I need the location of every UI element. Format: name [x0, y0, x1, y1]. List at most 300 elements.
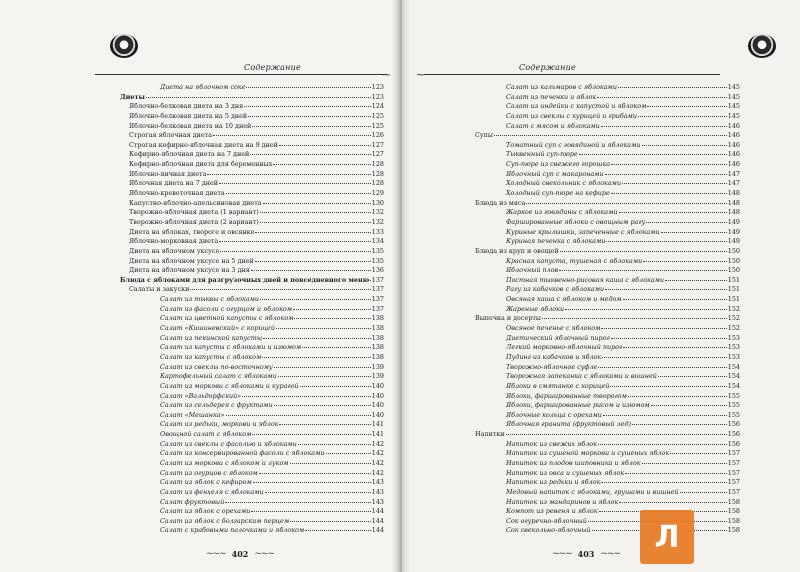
toc-entry-page: 155	[727, 401, 740, 410]
toc-entry-page: 132	[371, 217, 384, 226]
ornament-icon: ~~~	[600, 549, 620, 559]
page-number: 403	[577, 549, 595, 559]
toc-entry-page: 155	[727, 391, 740, 400]
dot-leader	[290, 457, 371, 464]
dot-leader	[276, 322, 371, 329]
toc-entry-title: Кефирно-яблочная диета для беременных	[129, 160, 273, 169]
toc-entry-page: 143	[371, 478, 384, 487]
toc-entry-title: Салат из яблок с орехами	[160, 507, 251, 516]
dot-leader	[601, 476, 726, 483]
dot-leader	[273, 158, 370, 165]
toc-entry-page: 138	[371, 352, 384, 361]
dot-leader	[293, 303, 371, 310]
toc-entry	[120, 525, 384, 535]
toc-entry-title: Салат из капусты с яблоком	[160, 352, 262, 361]
dot-leader	[642, 139, 727, 146]
toc-entry-title: Салат с мясом и яблоками	[506, 121, 600, 130]
toc-entry-page: 157	[727, 458, 740, 467]
toc-entry-title: Салат из редьки, моркови и яблок	[160, 420, 279, 429]
dot-leader	[259, 467, 371, 474]
toc-entry-page: 158	[727, 497, 740, 506]
toc-entry-page: 130	[371, 198, 384, 207]
toc-entry-title: Яблоки, фаршированные рисом и изюмом	[506, 401, 650, 410]
dot-leader	[244, 100, 371, 107]
toc-entry-page: 139	[371, 372, 384, 381]
dot-leader	[255, 255, 371, 262]
right-page	[402, 0, 800, 572]
toc-entry-page: 150	[727, 246, 740, 255]
flourish-icon: ~	[382, 68, 392, 81]
toc-entry-title: Яблоки в смятанке с корицей	[506, 381, 610, 390]
toc-entry-title: Капустно-яблочно-апельсиновая диета	[129, 198, 262, 207]
toc-entry-page: 141	[371, 430, 384, 439]
dot-leader	[605, 283, 727, 290]
toc-entry-page: 143	[371, 487, 384, 496]
toc-entry-title: Красная капуста, тушеная с яблоками	[506, 256, 643, 265]
dot-leader	[610, 380, 726, 387]
toc-entry-title: Салат из моркови с яблоками и курагой	[160, 381, 299, 390]
dot-leader	[262, 351, 371, 358]
toc-entry-title: Выпечка и десерты	[475, 314, 541, 323]
toc-entry-page: 156	[727, 439, 740, 448]
toc-entry-page: 156	[727, 420, 740, 429]
page-header-title: Содержание	[244, 63, 301, 72]
toc-entry-page: 137	[371, 285, 384, 294]
toc-entry	[120, 265, 384, 275]
header-rule	[95, 74, 387, 75]
toc-entry-title: Рагу из кабачков с яблоками	[506, 285, 605, 294]
toc-entry-title: Салат из консервированной фасоли с яблоками	[160, 449, 325, 458]
dot-leader	[370, 274, 371, 281]
toc-entry-title: Салат из яблок с кефиром	[160, 478, 252, 487]
toc-entry-page: 151	[727, 285, 740, 294]
toc-entry-page: 135	[371, 256, 384, 265]
dot-leader	[263, 332, 371, 339]
toc-entry-page: 132	[371, 208, 384, 217]
dot-leader	[542, 312, 727, 319]
dot-leader	[601, 120, 727, 127]
chapter-badge-icon	[110, 34, 138, 58]
toc-entry-title: Диеты	[120, 92, 145, 101]
dot-leader	[294, 312, 370, 319]
toc-entry-title: Диета на яблочном уксусе на 5 дней	[129, 256, 254, 265]
toc-list-left	[120, 82, 384, 535]
page-number: 402	[231, 549, 249, 559]
toc-entry-title: Яблочные кольца с орехами	[506, 410, 602, 419]
toc-entry-title: Салат из пекинской капусты	[160, 333, 263, 342]
toc-entry-title: Творожно-яблочная диета (2 вариант)	[129, 217, 259, 226]
toc-entry-page: 157	[727, 487, 740, 496]
toc-entry-title: Салат из кальмаров с яблоками	[506, 83, 617, 91]
dot-leader	[625, 467, 727, 474]
toc-entry-page: 150	[727, 266, 740, 275]
toc-entry-title: Творожно-яблочная диета (1 вариант)	[129, 208, 259, 217]
toc-entry-title: Сок огуречно-яблочный	[506, 516, 587, 525]
dot-leader	[494, 129, 727, 136]
toc-entry-page: 144	[371, 507, 384, 516]
toc-entry-page: 127	[371, 150, 384, 159]
toc-entry-title: Напиток из овса и сушеных яблок	[506, 468, 625, 477]
toc-entry-title: Напиток из мандаринов и яблок	[506, 497, 619, 506]
toc-entry-title: Диета на яблочном уксусе на 3 дня	[129, 266, 250, 275]
toc-entry-page: 123	[371, 92, 384, 101]
dot-leader	[190, 283, 370, 290]
toc-entry-title: Холодный суп-пюре на кефире	[506, 189, 610, 198]
toc-entry-title: Салаты и закуски	[129, 285, 190, 294]
toc-entry-title: Суп-пюре из свежего горошка	[506, 160, 611, 169]
toc-entry-title: Салат «Мешанка»	[160, 410, 225, 419]
toc-entry-page: 149	[727, 227, 740, 236]
toc-entry-page: 143	[371, 497, 384, 506]
toc-entry-page: 153	[727, 343, 740, 352]
toc-entry-title: Диетический яблочный пирог	[506, 333, 610, 342]
toc-entry-page: 152	[727, 314, 740, 323]
toc-entry-page: 154	[727, 362, 740, 371]
dot-leader	[658, 370, 727, 377]
toc-entry-title: Сок свекольно-яблочный	[506, 526, 591, 535]
dot-leader	[274, 361, 371, 368]
toc-entry-title: Яблочная диета на 7 дней	[129, 179, 219, 188]
left-page	[0, 0, 398, 572]
dot-leader	[219, 177, 371, 184]
toc-entry-page: 154	[727, 381, 740, 390]
toc-entry-page: 158	[727, 526, 740, 535]
page-header-title: Содержание	[519, 63, 576, 72]
toc-entry-title: Напиток из сушеной моркови и сушеных яблок	[506, 449, 670, 458]
toc-entry-title: Салат из сельдерея с фруктами	[160, 401, 273, 410]
dot-leader	[606, 235, 726, 242]
toc-entry-page: 140	[371, 381, 384, 390]
toc-entry-title: Диета на яблочном уксусе	[129, 246, 220, 255]
toc-list-right	[466, 82, 740, 535]
toc-entry-page: 140	[371, 410, 384, 419]
dot-leader	[251, 264, 371, 271]
toc-entry	[466, 525, 740, 535]
book-spine-gutter	[392, 0, 410, 572]
toc-entry-title: Овощной салат с яблоком	[160, 430, 252, 439]
toc-entry-page: 142	[371, 458, 384, 467]
toc-entry-page: 156	[727, 430, 740, 439]
toc-entry-title: Напиток из свежих яблок	[506, 439, 597, 448]
toc-entry-title: Томатный суп с говядиной и яблоками	[506, 140, 641, 149]
toc-entry-title: Салат из свеклы с фасолью и яблоками	[160, 439, 297, 448]
toc-entry-title: Напитки	[475, 430, 505, 439]
dot-leader	[622, 177, 727, 184]
toc-entry-page: 157	[727, 449, 740, 458]
dot-leader	[278, 370, 371, 377]
dot-leader	[506, 428, 727, 435]
dot-leader	[597, 91, 727, 98]
toc-entry-page: 155	[727, 410, 740, 419]
dot-leader	[623, 341, 727, 348]
toc-entry-page: 151	[727, 275, 740, 284]
toc-entry-title: Тыквенный суп-пюре	[506, 150, 578, 159]
toc-entry-title: Жареные яблоки	[506, 304, 565, 313]
dot-leader	[250, 148, 371, 155]
page-footer	[200, 548, 280, 560]
dot-leader	[260, 216, 371, 223]
toc-entry-title: Строгая яблочная диета	[129, 131, 213, 140]
toc-entry-title: Пудинг из кабачков и яблок	[506, 352, 602, 361]
dot-leader	[225, 496, 371, 503]
toc-entry-page: 146	[727, 150, 740, 159]
toc-entry-page: 136	[371, 266, 384, 275]
toc-entry-title: Напиток из плодов шиповника и яблок	[506, 458, 641, 467]
dot-leader	[632, 418, 727, 425]
toc-entry-title: Яблочный суп с макаронами	[506, 169, 604, 178]
toc-entry-page: 144	[371, 516, 384, 525]
toc-entry-page: 146	[727, 160, 740, 169]
toc-entry-page: 158	[727, 516, 740, 525]
toc-entry-page: 152	[727, 304, 740, 313]
dot-leader	[618, 81, 727, 88]
toc-entry-page: 158	[727, 507, 740, 516]
toc-entry-title: Фаршированные яблоки с овощным рагу	[506, 217, 646, 226]
dot-leader	[661, 226, 727, 233]
toc-entry-page: 149	[727, 217, 740, 226]
toc-entry-page: 140	[371, 401, 384, 410]
toc-entry-page: 147	[727, 169, 740, 178]
watermark-logo	[640, 510, 694, 564]
toc-entry-title: Диета на яблочном соке	[160, 83, 246, 91]
toc-entry-page: 137	[371, 295, 384, 304]
toc-entry-title: Салат из моркови с яблоком и луком	[160, 458, 289, 467]
dot-leader	[642, 457, 727, 464]
toc-entry-title: Супы	[475, 131, 493, 140]
toc-entry-title: Салат из фенхеля с яблоками	[160, 487, 264, 496]
dot-leader	[638, 110, 727, 117]
toc-entry-page: 145	[727, 83, 740, 91]
toc-entry-page: 153	[727, 352, 740, 361]
toc-entry-page: 134	[371, 237, 384, 246]
dot-leader	[251, 505, 370, 512]
toc-entry-title: Салат из цветной капусты с яблоком	[160, 314, 294, 323]
dot-leader	[601, 322, 726, 329]
toc-entry-title: Салат из свеклы с курицей и грибами	[506, 111, 637, 120]
dot-leader	[326, 447, 371, 454]
toc-entry-title: Блюда из мяса	[475, 198, 526, 207]
toc-entry-title: Салат из свеклы по-восточному	[160, 362, 273, 371]
toc-entry-page: 125	[371, 111, 384, 120]
dot-leader	[651, 399, 727, 406]
dot-leader	[602, 351, 727, 358]
toc-entry-title: Яблочная гранита (фруктовый лед)	[506, 420, 632, 429]
dot-leader	[619, 496, 727, 503]
dot-leader	[670, 447, 727, 454]
dot-leader	[565, 303, 727, 310]
toc-entry-title: Овсяная каша с яблоком и медом	[506, 295, 622, 304]
dot-leader	[290, 515, 371, 522]
toc-entry-title: Салат «Кишиневский» с корицей	[160, 324, 275, 333]
toc-entry-title: Яблочно-белковая диета на 5 дней	[129, 111, 248, 120]
flourish-icon: ~	[416, 68, 426, 81]
dot-leader	[207, 168, 370, 175]
dot-leader	[579, 148, 727, 155]
dot-leader	[255, 226, 370, 233]
toc-entry-page: 157	[727, 468, 740, 477]
toc-entry-page: 147	[727, 179, 740, 188]
toc-entry-title: Строгая кефирно-яблочная диета на 9 дней	[129, 140, 278, 149]
toc-entry-page: 129	[371, 189, 384, 198]
toc-entry-page: 154	[727, 372, 740, 381]
toc-entry-title: Салат из капусты с яблоками и изюмом	[160, 343, 302, 352]
toc-entry-title: Яблочный плов	[506, 266, 559, 275]
dot-leader	[526, 197, 727, 204]
dot-leader	[253, 476, 371, 483]
dot-leader	[274, 399, 371, 406]
toc-entry-page: 138	[371, 343, 384, 352]
dot-leader	[248, 110, 371, 117]
dot-leader	[559, 264, 727, 271]
toc-entry-page: 146	[727, 140, 740, 149]
toc-entry-page: 144	[371, 526, 384, 535]
toc-entry-page: 145	[727, 92, 740, 101]
header-rule	[424, 74, 720, 75]
dot-leader	[560, 245, 727, 252]
toc-entry-title: Овсяное печенье с яблоком	[506, 324, 601, 333]
toc-entry-title: Медовый напиток с яблоками, грушами и вишней	[506, 487, 679, 496]
toc-entry-page: 145	[727, 111, 740, 120]
toc-entry-title: Салат «Вальдорфский»	[160, 391, 242, 400]
toc-entry-page: 138	[371, 314, 384, 323]
dot-leader	[611, 332, 727, 339]
toc-entry-title: Яблочно-морковная диета	[129, 237, 219, 246]
dot-leader	[298, 438, 371, 445]
toc-entry-page: 133	[371, 227, 384, 236]
toc-entry-page: 137	[371, 304, 384, 313]
dot-leader	[643, 255, 727, 262]
dot-leader	[279, 418, 370, 425]
toc-entry-page: 150	[727, 256, 740, 265]
toc-entry-title: Диета на яблоках, твороге и овсянке	[129, 227, 255, 236]
toc-entry-page: 142	[371, 439, 384, 448]
toc-entry-title: Салат из фасоли с огурцом и яблоком	[160, 304, 293, 313]
toc-entry-title: Салат фруктовый	[160, 497, 225, 506]
dot-leader	[242, 390, 371, 397]
toc-entry-title: Кефирно-яблочная диета на 7 дней	[129, 150, 250, 159]
dot-leader	[665, 274, 727, 281]
dot-leader	[220, 245, 371, 252]
dot-leader	[628, 390, 727, 397]
dot-leader	[598, 361, 727, 368]
toc-entry-page: 149	[727, 237, 740, 246]
dot-leader	[680, 486, 727, 493]
toc-entry-title: Творожно-яблочное суфле	[506, 362, 598, 371]
toc-entry-page: 123	[371, 83, 384, 91]
toc-entry-page: 151	[727, 295, 740, 304]
toc-entry-title: Творожная запеканка с яблоками и вишней	[506, 372, 657, 381]
toc-entry-page: 138	[371, 333, 384, 342]
ornament-icon: ~~~	[552, 549, 572, 559]
toc-entry-page: 145	[727, 102, 740, 111]
toc-entry-title: Картофельный салат с яблоками	[160, 372, 277, 381]
ornament-icon: ~~~	[254, 549, 274, 559]
toc-entry-title: Яблочно-белковая диета на 3 дня	[129, 102, 244, 111]
toc-entry-title: Салат из тыквы с яблоками	[160, 295, 260, 304]
toc-entry-page: 126	[371, 131, 384, 140]
toc-entry-page: 142	[371, 449, 384, 458]
dot-leader	[611, 158, 727, 165]
dot-leader	[300, 380, 371, 387]
toc-entry-page: 142	[371, 468, 384, 477]
toc-entry-page: 148	[727, 208, 740, 217]
toc-entry-title: Компот из ревеня и яблок	[506, 507, 598, 516]
toc-entry-title: Напиток из редьки и яблок	[506, 478, 601, 487]
toc-entry-page: 128	[371, 160, 384, 169]
toc-entry-page: 157	[727, 478, 740, 487]
toc-entry-title: Салат из огурцов с яблоком	[160, 468, 258, 477]
toc-entry-page: 125	[371, 121, 384, 130]
dot-leader	[226, 409, 371, 416]
toc-entry-page: 148	[727, 198, 740, 207]
toc-entry-title: Куриная печенка с яблоками	[506, 237, 606, 246]
dot-leader	[226, 187, 371, 194]
dot-leader	[603, 409, 727, 416]
toc-entry-page: 148	[727, 189, 740, 198]
dot-leader	[647, 100, 726, 107]
toc-entry-page: 153	[727, 333, 740, 342]
dot-leader	[219, 235, 371, 242]
toc-entry-page: 128	[371, 169, 384, 178]
dot-leader	[598, 438, 727, 445]
toc-entry-page: 137	[371, 275, 384, 284]
dot-leader	[252, 120, 371, 127]
toc-entry-page: 138	[371, 324, 384, 333]
dot-leader	[646, 216, 727, 223]
toc-entry-title: Салат с крабовыми палочками и яблоком	[160, 526, 305, 535]
toc-entry-title: Жаркое из говядины с яблоками	[506, 208, 618, 217]
toc-entry-title: Легкий морковно-яблочный пирог	[506, 343, 623, 352]
ornament-icon: ~~~	[206, 549, 226, 559]
dot-leader	[260, 206, 371, 213]
dot-leader	[305, 524, 371, 531]
toc-entry-page: 146	[727, 131, 740, 140]
toc-entry-title: Яблоки, фаршированные творогом	[506, 391, 627, 400]
toc-entry-title: Постная тыквенно-рисовая каша с яблоками	[506, 275, 664, 284]
toc-entry-page: 127	[371, 140, 384, 149]
toc-entry-page: 124	[371, 102, 384, 111]
dot-leader	[619, 206, 727, 213]
dot-leader	[263, 197, 371, 204]
toc-entry-page: 152	[727, 324, 740, 333]
toc-entry-page: 146	[727, 121, 740, 130]
toc-entry-title: Салат из индейки с капустой и яблоком	[506, 102, 647, 111]
dot-leader	[252, 428, 370, 435]
dot-leader	[146, 91, 371, 98]
toc-entry-title: Салат из печенки и яблок	[506, 92, 597, 101]
dot-leader	[302, 341, 371, 348]
toc-entry-page: 141	[371, 420, 384, 429]
toc-entry-page: 139	[371, 362, 384, 371]
dot-leader	[246, 81, 370, 88]
chapter-badge-icon	[748, 34, 776, 58]
toc-entry-title: Яблочно-яичная диета	[129, 169, 207, 178]
toc-entry-title: Яблочно-белковая диета на 10 дней	[129, 121, 252, 130]
toc-entry-title: Блюда с яблоками для разгрузочных дней и повседневного меню	[120, 275, 370, 284]
toc-entry-title: Салат из яблок с болгарским перцем	[160, 516, 290, 525]
dot-leader	[605, 168, 727, 175]
dot-leader	[279, 139, 371, 146]
dot-leader	[265, 486, 371, 493]
toc-entry-page: 140	[371, 391, 384, 400]
toc-entry-title: Блюда из круп и овощей	[475, 246, 559, 255]
page-footer	[546, 548, 626, 560]
toc-entry-page: 135	[371, 246, 384, 255]
dot-leader	[260, 293, 371, 300]
toc-entry-title: Яблочно-креветочная диета	[129, 189, 225, 198]
toc-entry-page: 128	[371, 179, 384, 188]
dot-leader	[611, 187, 727, 194]
